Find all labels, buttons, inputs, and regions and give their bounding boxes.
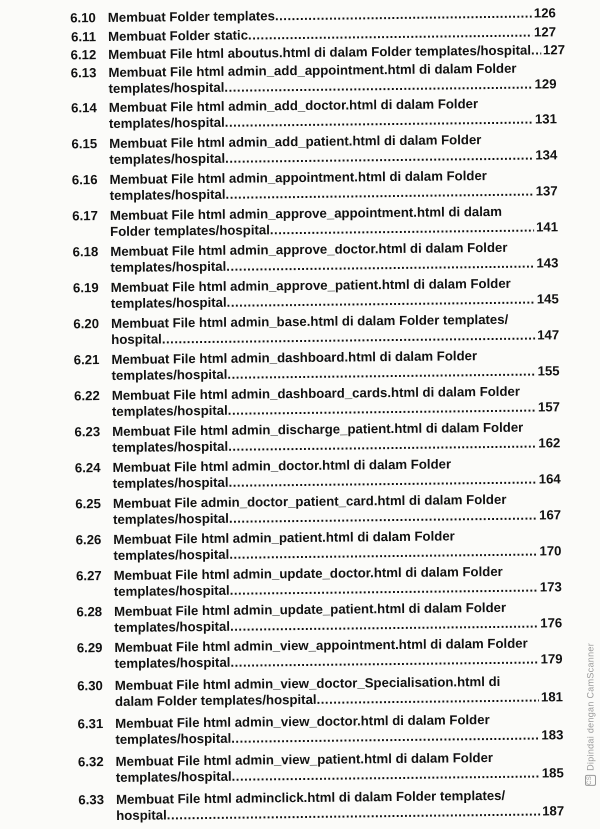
leader-dots — [231, 728, 539, 747]
title-line — [115, 727, 563, 748]
section-number: 6.17 — [72, 208, 99, 224]
section-number: 6.24 — [74, 460, 101, 476]
title-line — [113, 507, 561, 528]
section-title — [113, 491, 561, 528]
leader-dots — [227, 292, 535, 311]
title-text: Membuat File html admin_dashboard_cards.html di dalam Folder — [111, 383, 521, 403]
toc-entry — [40, 419, 561, 455]
section-title — [111, 275, 559, 312]
toc-entry — [43, 711, 564, 747]
section-title — [111, 311, 559, 348]
title-text: Membuat File html admin_add_appointment.html di dalam Folder — [108, 60, 517, 80]
toc-entry — [39, 275, 559, 311]
leader-dots — [225, 148, 533, 167]
page-number: 127 — [533, 24, 557, 40]
page-number: 145 — [536, 291, 559, 307]
title-line — [110, 219, 558, 240]
section-title — [108, 24, 556, 45]
title-line — [113, 471, 561, 492]
section-number: 6.22 — [74, 388, 100, 404]
page-number: 143 — [536, 255, 559, 271]
camscanner-icon: CS — [585, 775, 596, 786]
leader-dots — [230, 580, 538, 599]
section-title — [115, 711, 563, 748]
title-text: hospital — [116, 807, 167, 823]
section-number: 6.16 — [71, 172, 98, 188]
title-text: Membuat Folder templates — [107, 8, 275, 25]
leader-dots — [270, 220, 534, 239]
section-number: 6.30 — [77, 678, 103, 694]
title-text: templates/hospital — [111, 366, 228, 383]
title-line — [111, 327, 559, 348]
title-text: templates/hospital — [108, 79, 225, 96]
toc-entry — [37, 131, 558, 167]
page-number: 164 — [538, 471, 561, 487]
page-number: 185 — [541, 765, 564, 781]
title-line — [111, 291, 559, 312]
section-number: 6.28 — [76, 604, 103, 620]
page-number: 173 — [539, 579, 562, 595]
title-text: Membuat File html admin_view_appointment.html di dalam Folder — [114, 635, 528, 655]
title-text: Membuat File html aboutus.html di dalam Folder templates/hospital — [108, 42, 532, 62]
leader-dots — [228, 400, 536, 419]
title-line — [114, 615, 562, 636]
page-number: 131 — [534, 111, 558, 127]
title-line — [115, 689, 563, 710]
leader-dots — [227, 364, 535, 383]
title-text: templates/hospital — [109, 150, 226, 167]
leader-dots — [229, 508, 537, 527]
title-text: templates/hospital — [115, 730, 232, 747]
section-title — [116, 749, 564, 786]
title-line — [110, 183, 558, 204]
page-number: 126 — [533, 5, 556, 21]
page-number: 141 — [535, 219, 559, 235]
section-title — [113, 527, 561, 564]
leader-dots — [162, 328, 536, 348]
page-number: 155 — [537, 363, 560, 379]
toc-entry — [42, 563, 562, 599]
page-number: 187 — [542, 803, 565, 819]
leader-dots — [225, 112, 533, 131]
leader-dots — [248, 25, 532, 44]
section-number: 6.26 — [75, 532, 102, 548]
toc-entry — [40, 383, 561, 419]
section-number: 6.19 — [72, 280, 99, 296]
section-number: 6.11 — [71, 29, 97, 45]
title-text: templates/hospital — [112, 474, 229, 491]
title-line — [109, 111, 557, 132]
toc-entry — [42, 635, 563, 671]
title-text: templates/hospital — [113, 510, 229, 527]
toc-entry — [38, 239, 559, 275]
toc-entry — [44, 749, 564, 785]
section-number: 6.14 — [71, 100, 97, 116]
page-number: 183 — [541, 727, 564, 743]
section-number: 6.10 — [70, 10, 96, 26]
title-text: Membuat File html admin_appointment.html di dalam Folder — [109, 168, 487, 187]
leader-dots — [226, 256, 534, 275]
section-title — [112, 419, 560, 456]
title-text: templates/hospital — [110, 258, 227, 275]
title-text: templates/hospital — [112, 438, 229, 455]
title-line — [109, 76, 557, 97]
watermark-text: Dipindai dengan CamScanner — [585, 643, 596, 771]
title-text: dalam Folder templates/hospital — [114, 691, 317, 709]
section-title — [109, 95, 557, 132]
title-line — [113, 543, 561, 564]
section-number: 6.18 — [72, 244, 99, 260]
title-line — [108, 5, 556, 26]
title-text: Membuat File html admin_view_doctor.html di dalam Folder — [115, 712, 490, 731]
page-number: 137 — [535, 183, 558, 199]
leader-dots — [275, 6, 532, 25]
page-number: 176 — [540, 615, 563, 631]
page-number: 170 — [539, 543, 562, 559]
section-title — [109, 131, 557, 168]
leader-dots — [531, 42, 541, 58]
leader-dots — [230, 616, 538, 635]
page-number: 181 — [540, 689, 564, 705]
title-text: templates/hospital — [111, 402, 228, 419]
section-number: 6.13 — [70, 65, 97, 81]
title-line — [108, 42, 566, 63]
title-text: templates/hospital — [114, 654, 231, 671]
toc-entry — [42, 599, 563, 635]
title-text: Membuat File html admin_discharge_patient.html di dalam Folder — [112, 419, 524, 439]
section-number: 6.12 — [70, 47, 97, 63]
title-line — [112, 363, 560, 384]
section-title — [108, 42, 566, 63]
title-text: Membuat File html adminclick.html di dalam Folder templates/ — [115, 787, 506, 807]
title-line — [116, 765, 564, 786]
leader-dots — [316, 690, 539, 708]
page-number: 134 — [535, 147, 558, 163]
title-line — [116, 803, 564, 824]
scanner-watermark — [585, 643, 596, 786]
page-number: 179 — [540, 651, 563, 667]
title-text: templates/hospital — [109, 186, 226, 203]
section-title — [116, 787, 564, 824]
section-title — [114, 635, 562, 672]
title-text: Membuat File html admin_view_doctor_Specialisation.html di — [114, 673, 501, 693]
toc-entry — [40, 455, 561, 491]
section-number: 6.27 — [75, 568, 102, 584]
page-number: 147 — [537, 327, 560, 343]
toc-entry — [36, 5, 556, 26]
section-title — [114, 599, 562, 636]
toc-entry — [41, 527, 562, 563]
page-number: 129 — [534, 76, 557, 92]
title-text: Membuat File html admin_add_patient.html di dalam Folder — [109, 132, 482, 151]
section-number: 6.31 — [77, 716, 104, 732]
title-text: Membuat File html admin_view_patient.html di dalam Folder — [115, 749, 494, 769]
title-text: Membuat File html admin_doctor.html di dalam Folder — [112, 456, 452, 475]
page-number: 162 — [538, 435, 561, 451]
section-number: 6.25 — [75, 496, 102, 512]
leader-dots — [228, 472, 536, 491]
leader-dots — [229, 544, 537, 563]
title-text: Membuat File html admin_approve_patient.html di dalam Folder — [110, 275, 511, 295]
section-number: 6.33 — [78, 792, 105, 808]
leader-dots — [230, 652, 538, 671]
toc-entry — [39, 347, 560, 383]
section-number: 6.32 — [77, 754, 104, 770]
toc-entry — [37, 167, 558, 203]
title-text: templates/hospital — [113, 582, 230, 599]
section-number: 6.21 — [73, 352, 100, 368]
section-title — [110, 239, 558, 276]
title-line — [112, 435, 560, 456]
leader-dots — [228, 436, 536, 455]
title-text: Membuat Folder static — [107, 27, 249, 44]
section-number: 6.20 — [73, 316, 100, 332]
section-title — [112, 455, 560, 492]
section-title — [108, 60, 556, 97]
title-text: Membuat File html admin_patient.html di dalam Folder — [113, 528, 455, 547]
title-text: Membuat File html admin_base.html di dalam Folder templates/ — [110, 311, 509, 331]
section-number: 6.15 — [71, 136, 98, 152]
title-text: Membuat File html admin_dashboard.html di dalam Folder — [111, 348, 478, 367]
section-title — [114, 563, 562, 600]
section-title — [108, 5, 556, 26]
title-text: Membuat File html admin_update_patient.html di dalam Folder — [113, 599, 507, 619]
title-text: hospital — [111, 331, 162, 347]
title-text: templates/hospital — [115, 768, 232, 785]
leader-dots — [167, 804, 541, 824]
title-text: templates/hospital — [114, 618, 231, 635]
toc-entry — [44, 787, 565, 823]
title-line — [112, 399, 560, 420]
title-line — [109, 147, 557, 168]
title-line — [110, 255, 558, 276]
page-number: 127 — [542, 42, 566, 58]
section-number: 6.29 — [76, 640, 103, 656]
title-line — [114, 579, 562, 600]
title-text: templates/hospital — [108, 114, 225, 131]
toc-entry — [41, 491, 562, 527]
leader-dots — [225, 184, 533, 203]
section-title — [112, 383, 560, 420]
section-title — [111, 347, 559, 384]
title-text: Membuat File html admin_approve_doctor.html di dalam Folder — [110, 239, 508, 259]
title-line — [108, 24, 556, 45]
leader-dots — [232, 766, 540, 785]
title-text: Membuat File admin_doctor_patient_card.html di dalam Folder — [112, 491, 507, 511]
title-text: templates/hospital — [113, 546, 230, 563]
page-number: 167 — [538, 507, 562, 523]
title-text: Folder templates/hospital — [110, 222, 270, 239]
title-text: Membuat File html admin_update_doctor.html di dalam Folder — [113, 563, 503, 583]
title-line — [115, 651, 563, 672]
section-title — [109, 167, 557, 204]
leader-dots — [224, 77, 532, 96]
toc-entry — [43, 673, 564, 709]
section-title — [115, 673, 563, 710]
section-title — [110, 203, 558, 240]
toc-entry — [38, 203, 559, 239]
toc-entry — [39, 311, 560, 347]
title-text: templates/hospital — [110, 294, 227, 311]
page-number: 157 — [537, 399, 561, 415]
title-text: Membuat File html admin_add_doctor.html di dalam Folder — [108, 96, 479, 115]
title-text: Membuat File html admin_approve_appointment.html di dalam — [109, 203, 502, 223]
section-number: 6.23 — [74, 424, 101, 440]
